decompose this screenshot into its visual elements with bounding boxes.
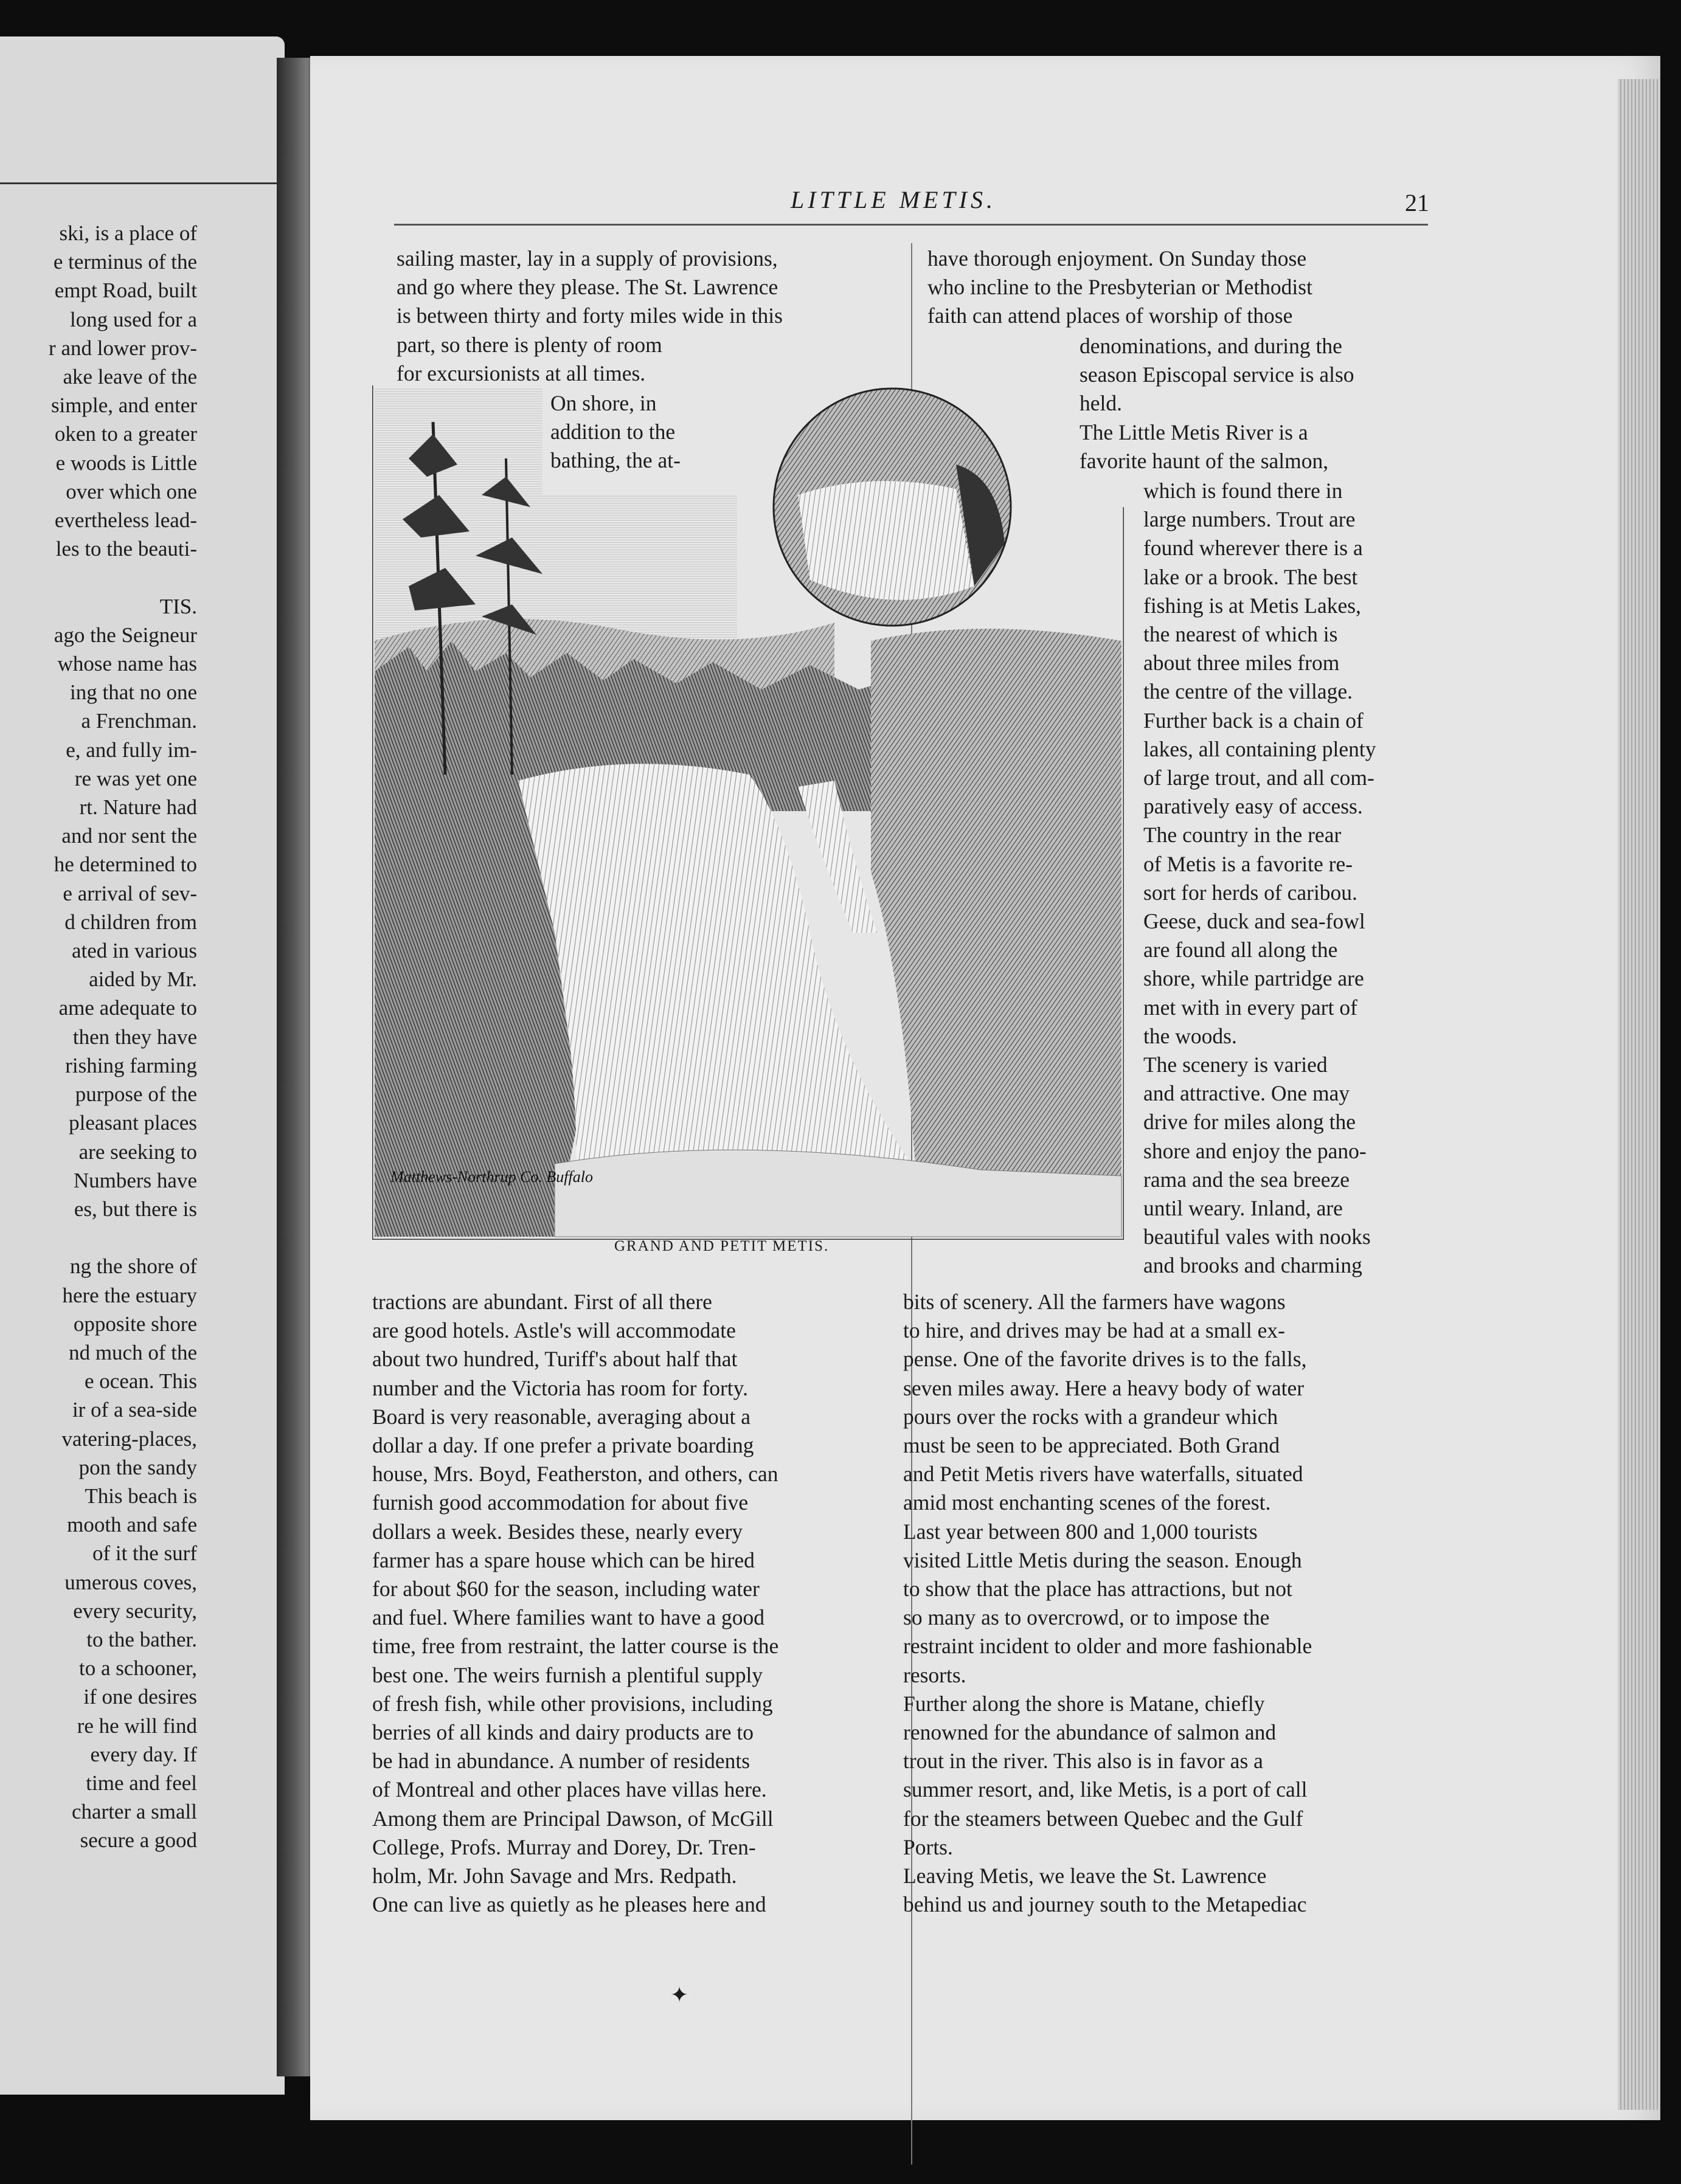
text-line: are found all along the [1143, 938, 1338, 962]
text-line: berries of all kinds and dairy products are to [372, 1720, 754, 1745]
text-line: e, and fully im- [66, 738, 197, 762]
text-line: which is found there in [1143, 479, 1343, 503]
text-line: Last year between 800 and 1,000 tourists [903, 1519, 1258, 1544]
text-line: of large trout, and all com- [1143, 765, 1374, 790]
text-line: faith can attend places of worship of those [927, 303, 1293, 328]
text-line: for about $60 for the season, including water [372, 1577, 760, 1602]
text-line: pleasant places [69, 1111, 197, 1135]
text-line: who incline to the Presbyterian or Methodist [927, 275, 1312, 300]
text-line: r and lower prov- [49, 336, 197, 360]
text-line: be had in abundance. A number of residents [372, 1749, 750, 1774]
column-a-top-text [397, 244, 895, 388]
text-line: charter a small [71, 1800, 197, 1824]
text-line: oken to a greater [54, 422, 197, 446]
text-line: the centre of the village. [1143, 679, 1353, 704]
text-line: to hire, and drives may be had at a small ex- [903, 1318, 1285, 1343]
text-line: of it the surf [92, 1541, 197, 1566]
text-line: ated in various [71, 939, 197, 963]
text-line: The scenery is varied [1143, 1052, 1328, 1077]
engraver-signature: Matthews-Northrup Co. Buffalo [390, 1168, 593, 1186]
text-line: time, free from restraint, the latter course is the [372, 1634, 779, 1659]
text-line: and nor sent the [61, 824, 197, 848]
text-line: every day. If [90, 1742, 197, 1766]
text-line: a Frenchman. [81, 709, 197, 733]
text-line: for the steamers between Quebec and the Gulf [903, 1806, 1303, 1831]
running-head: LITTLE METIS. [791, 186, 997, 213]
text-line: and fuel. Where families want to have a good [372, 1605, 765, 1630]
left-page-head-rule [0, 182, 277, 184]
text-line: is between thirty and forty miles wide in this [397, 303, 783, 328]
text-line: es, but there is [74, 1197, 197, 1221]
text-line: This beach is [85, 1484, 197, 1508]
text-line: long used for a [70, 307, 197, 331]
text-line: beautiful vales with nooks [1143, 1225, 1371, 1249]
text-line: dollars a week. Besides these, nearly every [372, 1519, 743, 1544]
text-line: Leaving Metis, we leave the St. Lawrence [903, 1864, 1267, 1889]
text-line: met with in every part of [1143, 995, 1357, 1020]
text-line: ng the shore of [70, 1254, 197, 1279]
text-line: Among them are Principal Dawson, of McGill [372, 1806, 774, 1831]
text-line: house, Mrs. Boyd, Featherston, and others, can [372, 1462, 778, 1487]
text-line: e ocean. This [85, 1369, 197, 1394]
text-line: Ports. [903, 1834, 953, 1859]
text-line: TIS. [159, 594, 197, 618]
text-line: resorts. [903, 1662, 966, 1687]
text-line: whose name has [57, 652, 197, 676]
text-line: pon the sandy [78, 1455, 197, 1479]
text-line: lakes, all containing plenty [1143, 736, 1376, 761]
text-line: ago the Seigneur [54, 623, 197, 647]
text-line [0, 1223, 197, 1252]
text-line: furnish good accommodation for about five [372, 1490, 749, 1515]
text-line: e terminus of the [53, 250, 197, 274]
text-line: Board is very reasonable, averaging about a [372, 1404, 750, 1429]
text-line: shore and enjoy the pano- [1143, 1138, 1367, 1163]
text-line: ing that no one [70, 680, 197, 705]
text-line: rt. Nature had [79, 795, 197, 820]
text-line: favorite haunt of the salmon, [1080, 448, 1329, 473]
text-line: to the bather. [86, 1627, 197, 1651]
text-line: part, so there is plenty of room [397, 332, 662, 357]
text-line: restraint incident to older and more fashionable [903, 1634, 1312, 1659]
text-line: bathing, the at- [550, 448, 681, 473]
text-line: The country in the rear [1143, 823, 1342, 848]
waterfall-engraving [372, 385, 1124, 1240]
ornament-mark: ✦ [670, 1983, 689, 2007]
text-line: seven miles away. Here a heavy body of water [903, 1375, 1305, 1400]
header-rule [394, 224, 1428, 226]
text-line: simple, and enter [50, 393, 197, 418]
text-line: paratively easy of access. [1143, 794, 1363, 819]
text-line: visited Little Metis during the season. Enough [903, 1547, 1302, 1572]
text-line: found wherever there is a [1143, 536, 1363, 561]
text-line: evertheless lead- [54, 508, 197, 533]
left-page-text-column [0, 219, 197, 1855]
text-line: of fresh fish, while other provisions, including [372, 1691, 773, 1716]
left-page [0, 36, 285, 2095]
text-line: One can live as quietly as he pleases here and [372, 1892, 766, 1917]
text-line: behind us and journey south to the Metapediac [903, 1892, 1307, 1917]
text-line: the nearest of which is [1143, 622, 1338, 647]
text-line: ski, is a place of [59, 221, 197, 245]
text-line: shore, while partridge are [1143, 966, 1364, 991]
text-line: to show that the place has attractions, but not [903, 1577, 1292, 1602]
text-line: amid most enchanting scenes of the forest. [903, 1490, 1271, 1515]
text-line: to a schooner, [79, 1656, 197, 1681]
page-edges [1618, 79, 1660, 2110]
text-line: pours over the rocks with a grandeur which [903, 1404, 1278, 1429]
text-line: sort for herds of caribou. [1143, 880, 1357, 905]
text-line: re he will find [77, 1713, 197, 1738]
text-line: addition to the [550, 420, 676, 444]
column-b-top-text [927, 244, 1435, 331]
text-line: d children from [64, 910, 197, 934]
text-line: vatering-places, [61, 1426, 197, 1451]
column-b-bottom-text [903, 1288, 1417, 1919]
text-line: about two hundred, Turiff's about half that [372, 1347, 738, 1372]
text-line: farmer has a spare house which can be hired [372, 1547, 755, 1572]
text-line: here the estuary [62, 1283, 197, 1307]
text-line [0, 563, 197, 592]
text-line: bits of scenery. All the farmers have wagons [903, 1290, 1286, 1314]
text-line: e arrival of sev- [63, 881, 197, 905]
text-line: and brooks and charming [1143, 1253, 1362, 1278]
text-line: empt Road, built [54, 278, 197, 303]
text-line: ame adequate to [58, 996, 197, 1020]
text-line: umerous coves, [64, 1570, 197, 1594]
text-line: drive for miles along the [1143, 1110, 1356, 1135]
text-line: large numbers. Trout are [1143, 507, 1356, 532]
text-line: aided by Mr. [89, 967, 197, 992]
text-line: are good hotels. Astle's will accommodate [372, 1318, 736, 1343]
text-line: rishing farming [65, 1053, 197, 1077]
text-line: dollar a day. If one prefer a private boarding [372, 1433, 754, 1458]
text-line: sailing master, lay in a supply of provisions, [397, 246, 778, 271]
text-line: must be seen to be appreciated. Both Grand [903, 1433, 1280, 1458]
text-line: about three miles from [1143, 651, 1340, 676]
text-line: denominations, and during the [1080, 334, 1342, 358]
text-line: until weary. Inland, are [1143, 1196, 1343, 1221]
text-line: purpose of the [75, 1082, 197, 1107]
text-line: les to the beauti- [55, 537, 197, 561]
text-line: e woods is Little [55, 451, 197, 475]
text-line: number and the Victoria has room for forty. [372, 1375, 748, 1400]
text-line: then they have [72, 1025, 197, 1049]
column-b-mid-text [1080, 332, 1435, 475]
text-line: Further back is a chain of [1143, 708, 1364, 733]
text-line: of Montreal and other places have villas here. [372, 1777, 767, 1802]
text-line: of Metis is a favorite re- [1143, 851, 1353, 876]
text-line: The Little Metis River is a [1080, 420, 1308, 444]
illustration-caption: GRAND AND PETIT METIS. [614, 1238, 830, 1254]
text-line: the woods. [1143, 1023, 1237, 1048]
text-line: mooth and safe [67, 1513, 197, 1537]
text-line: ake leave of the [63, 365, 197, 389]
text-line: held. [1080, 391, 1122, 416]
text-line: Further along the shore is Matane, chiefly [903, 1691, 1265, 1716]
text-line: season Episcopal service is also [1080, 362, 1354, 387]
text-line: tractions are abundant. First of all there [372, 1290, 712, 1314]
text-line: if one desires [83, 1685, 197, 1709]
text-line: and go where they please. The St. Lawrence [397, 275, 778, 300]
text-line: College, Profs. Murray and Dorey, Dr. Tren- [372, 1834, 756, 1859]
text-line: Numbers have [73, 1168, 197, 1192]
text-line: ir of a sea-side [72, 1398, 197, 1422]
text-line: nd much of the [69, 1340, 197, 1364]
text-line: for excursionists at all times. [397, 361, 646, 385]
text-line: have thorough enjoyment. On Sunday those [927, 246, 1307, 271]
column-a-bottom-text [372, 1288, 878, 1919]
text-line: are seeking to [78, 1139, 197, 1164]
text-line: and Petit Metis rivers have waterfalls, situated [903, 1462, 1303, 1487]
text-line: Geese, duck and sea-fowl [1143, 909, 1365, 934]
text-line: over which one [66, 479, 197, 503]
text-line: renowned for the abundance of salmon and [903, 1720, 1277, 1745]
text-line: so many as to overcrowd, or to impose the [903, 1605, 1270, 1630]
text-line: lake or a brook. The best [1143, 564, 1358, 589]
text-line: holm, Mr. John Savage and Mrs. Redpath. [372, 1864, 737, 1889]
page-number: 21 [1405, 189, 1429, 216]
text-line: re was yet one [74, 766, 197, 790]
text-line: secure a good [80, 1828, 197, 1853]
text-line: and attractive. One may [1143, 1081, 1350, 1106]
text-line: every security, [73, 1598, 197, 1623]
text-line: pense. One of the favorite drives is to the falls, [903, 1347, 1307, 1372]
text-line: best one. The weirs furnish a plentiful supply [372, 1662, 763, 1687]
text-line: trout in the river. This also is in favor as a [903, 1749, 1263, 1774]
text-line: fishing is at Metis Lakes, [1143, 593, 1361, 618]
text-line: opposite shore [73, 1311, 197, 1336]
text-line: time and feel [86, 1771, 197, 1795]
text-line: summer resort, and, like Metis, is a port of call [903, 1777, 1308, 1802]
text-line: he determined to [54, 852, 197, 877]
text-line: rama and the sea breeze [1143, 1167, 1350, 1192]
column-b-wrap-text [1143, 477, 1435, 1280]
text-line: On shore, in [550, 391, 657, 415]
